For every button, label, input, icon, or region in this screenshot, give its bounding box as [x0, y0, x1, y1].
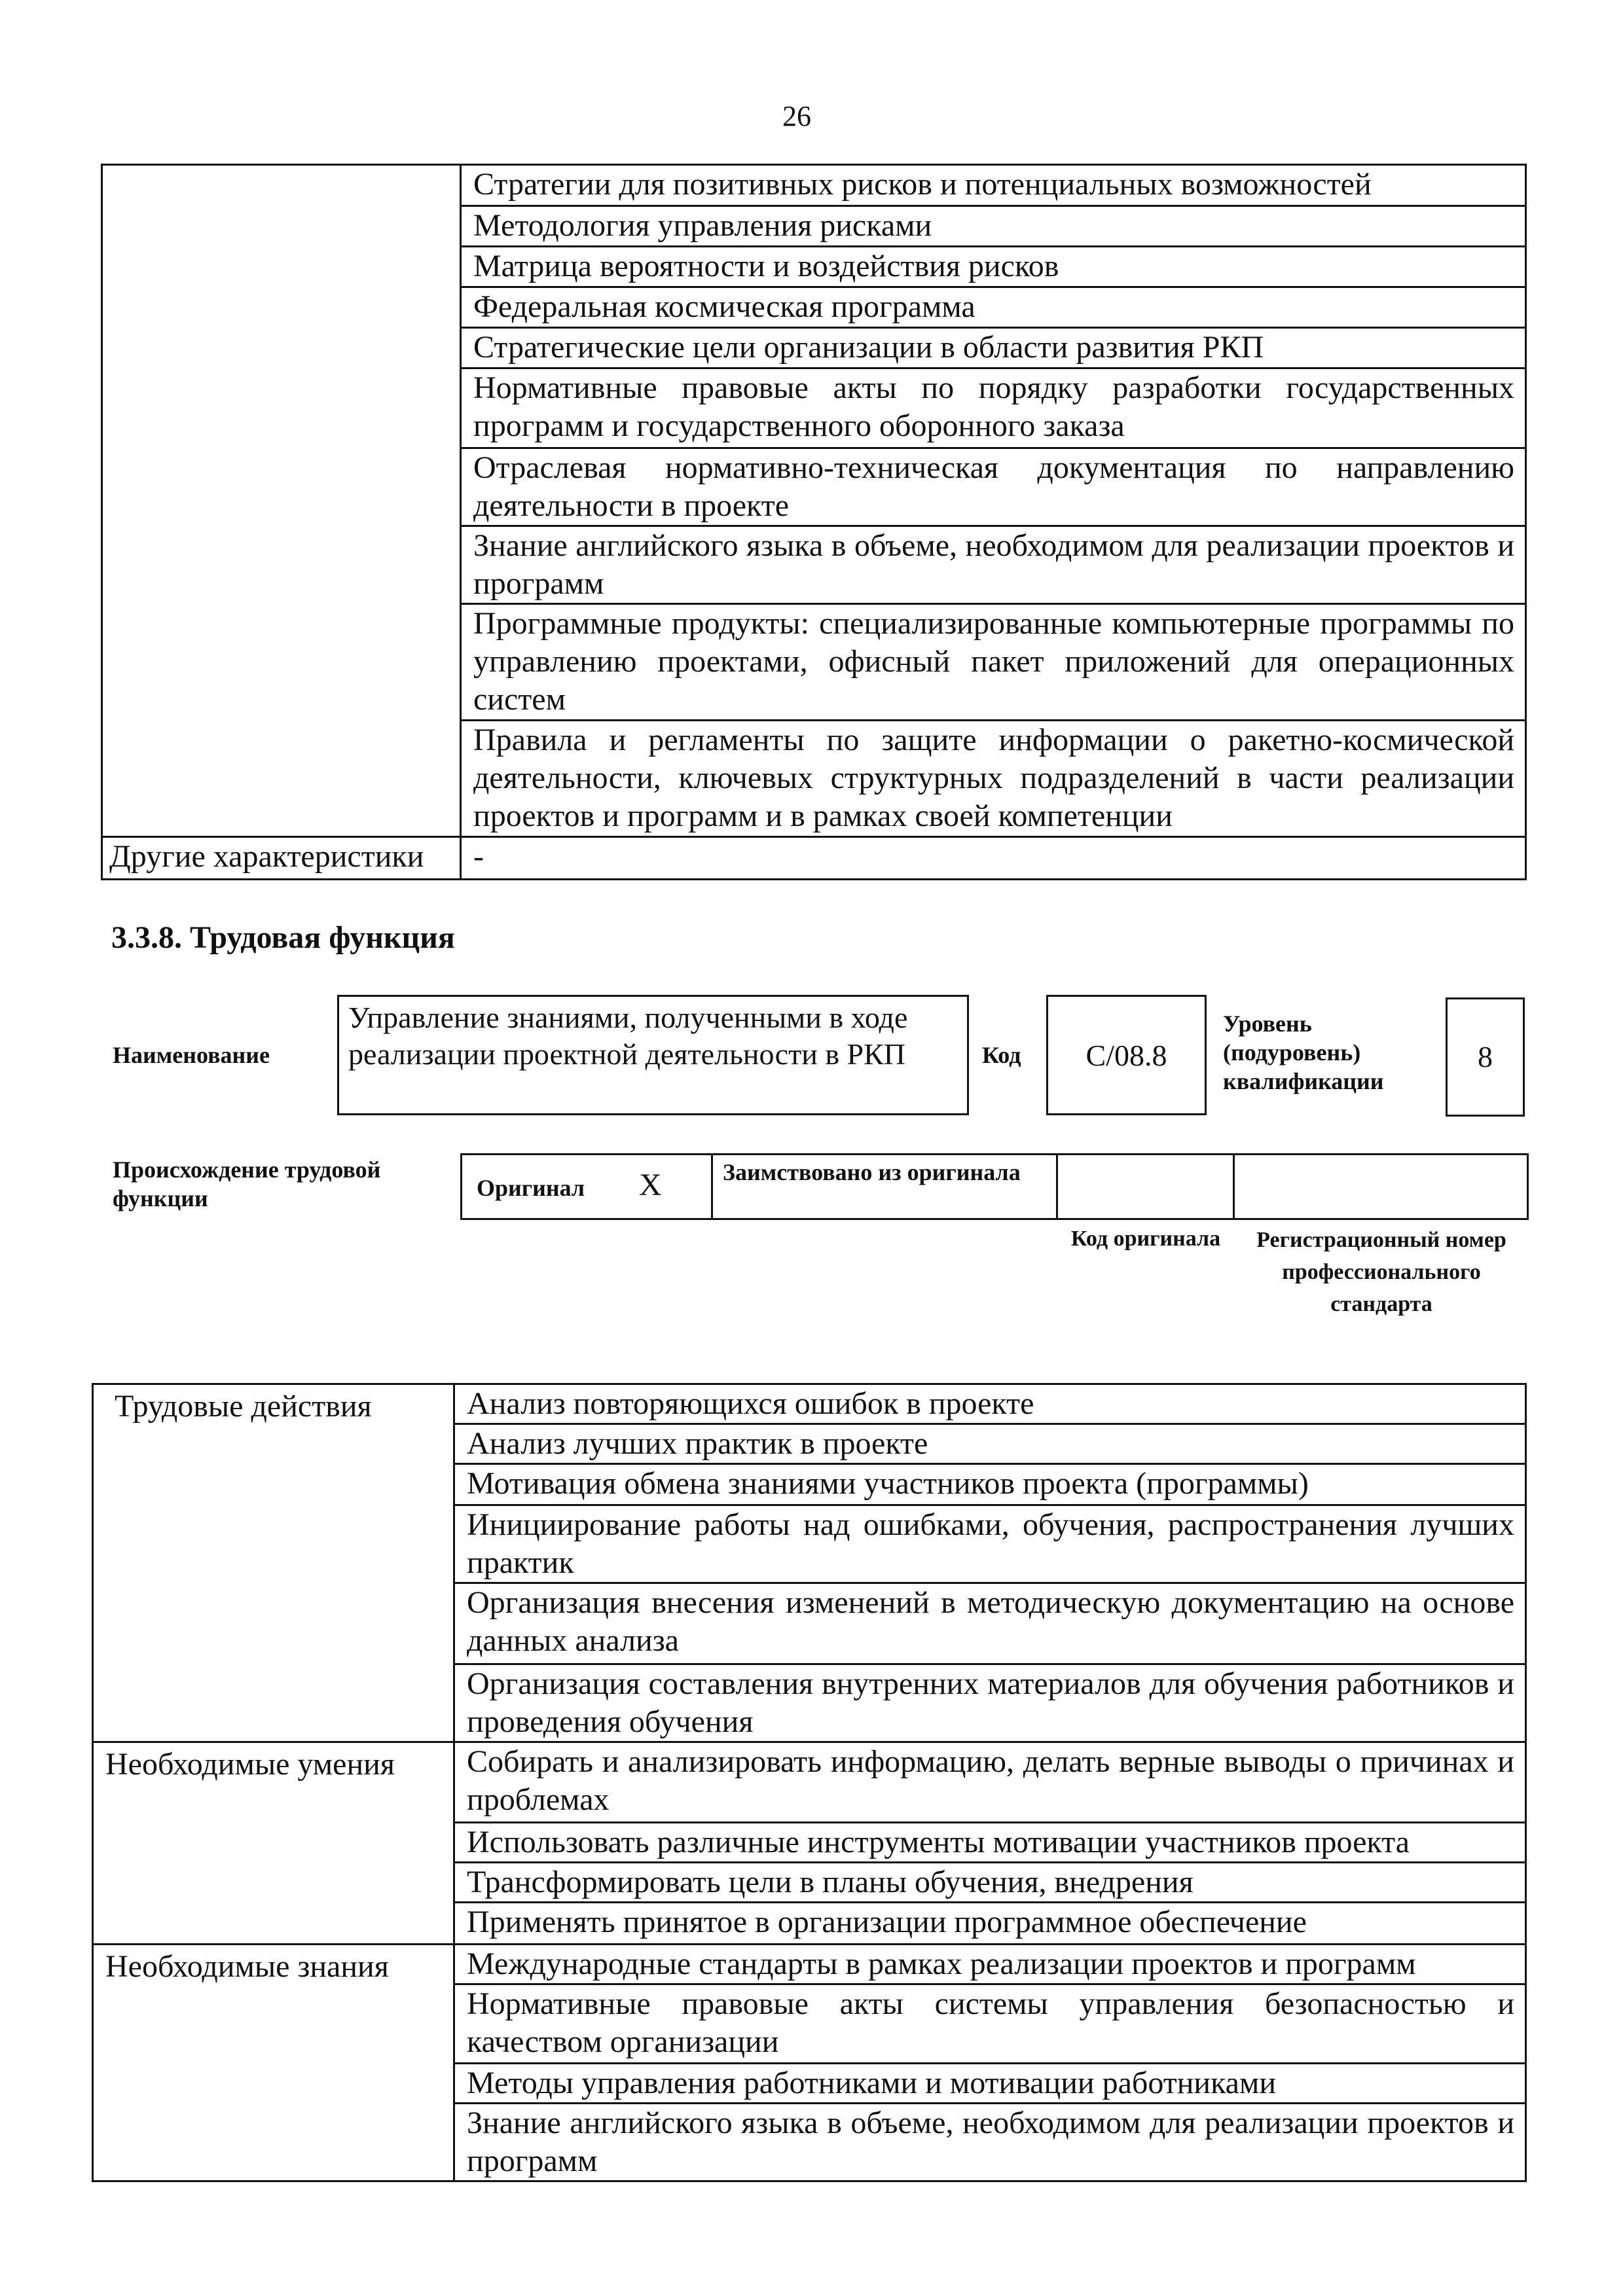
- code-box: [1046, 995, 1207, 1115]
- knowledge-row: Методы управления работниками и мотивации работниками: [467, 2066, 1277, 2100]
- skills-label: Необходимые умения: [105, 1747, 395, 1782]
- top-table-row: Правила и регламенты по защите информации о ракетно-космической деятельности, ключевых структурных подразделений в части реализации проектов и программ и в рамках своей компетенции: [473, 723, 1514, 833]
- top-table-empty-label-cell: [102, 165, 461, 837]
- level-label: Уровень (подуровень) квалификации: [1223, 1011, 1384, 1094]
- other-characteristics-value: -: [473, 839, 484, 874]
- actions-label: Трудовые действия: [115, 1389, 372, 1424]
- top-table-row: Стратегии для позитивных рисков и потенциальных возможностей: [473, 167, 1372, 202]
- other-characteristics-label: Другие характеристики: [109, 839, 424, 874]
- original-label: Оригинал: [477, 1175, 585, 1201]
- name-label: Наименование: [113, 1042, 270, 1068]
- skill-row: Использовать различные инструменты мотивации участников проекта: [467, 1825, 1410, 1859]
- reg-number-caption: Регистрационный номер профессионального стандарта: [1256, 1228, 1506, 1316]
- origin-box: [460, 1153, 1529, 1220]
- level-box: [1446, 997, 1525, 1117]
- divider: [711, 1155, 713, 1218]
- action-row: Анализ лучших практик в проекте: [467, 1426, 928, 1461]
- top-table-row: Нормативные правовые акты по порядку разработки государственных программ и государственного оборонного заказа: [473, 370, 1514, 443]
- code-label: Код: [982, 1042, 1021, 1068]
- knowledge-row: Нормативные правовые акты системы управления безопасностью и качеством организации: [467, 1986, 1514, 2059]
- code-value: С/08.8: [1085, 1039, 1167, 1072]
- origin-label: Происхождение трудовой функции: [113, 1157, 381, 1211]
- name-box: [337, 995, 969, 1115]
- skill-row: Трансформировать цели в планы обучения, внедрения: [467, 1865, 1194, 1899]
- knowledge-row: Международные стандарты в рамках реализации проектов и программ: [467, 1946, 1416, 1981]
- section-heading: 3.3.8. Трудовая функция: [111, 920, 455, 955]
- original-mark: X: [639, 1168, 662, 1202]
- action-row: Организация составления внутренних материалов для обучения работников и проведения обучения: [467, 1666, 1514, 1739]
- code-original-caption: Код оригинала: [1070, 1227, 1221, 1251]
- skill-row: Собирать и анализировать информацию, делать верные выводы о причинах и проблемах: [467, 1744, 1514, 1817]
- top-table-row: Федеральная космическая программа: [473, 289, 976, 324]
- knowledge-row: Знание английского языка в объеме, необходимом для реализации проектов и программ: [467, 2106, 1514, 2178]
- top-table-row: Методология управления рисками: [473, 208, 932, 243]
- page-number: 26: [782, 100, 811, 132]
- divider: [1056, 1155, 1058, 1218]
- action-row: Инициирование работы над ошибками, обучения, распространения лучших практик: [467, 1507, 1514, 1580]
- top-table-row: Программные продукты: специализированные компьютерные программы по управлению проектами, офисный пакет приложений для операционных систем: [473, 606, 1514, 717]
- level-value: 8: [1478, 1040, 1493, 1073]
- bottom-table: [92, 1383, 1527, 2182]
- name-value: Управление знаниями, полученными в ходе реализации проектной деятельности в РКП: [348, 1001, 908, 1071]
- top-table-row: Знание английского языка в объеме, необходимом для реализации проектов и программ: [473, 528, 1514, 601]
- borrowed-label: Заимствовано из оригинала: [723, 1159, 1021, 1185]
- skill-row: Применять принятое в организации программное обеспечение: [467, 1905, 1307, 1939]
- action-row: Мотивация обмена знаниями участников проекта (программы): [467, 1466, 1309, 1501]
- top-table: [101, 164, 1527, 880]
- divider: [1233, 1155, 1235, 1218]
- top-table-row: Стратегические цели организации в области развития РКП: [473, 330, 1264, 365]
- top-table-row: Матрица вероятности и воздействия рисков: [473, 249, 1059, 283]
- knowledge-label: Необходимые знания: [105, 1949, 389, 1984]
- top-table-row: Отраслевая нормативно-техническая документация по направлению деятельности в проекте: [473, 450, 1514, 523]
- action-row: Анализ повторяющихся ошибок в проекте: [467, 1386, 1034, 1421]
- action-row: Организация внесения изменений в методическую документацию на основе данных анализа: [467, 1585, 1514, 1658]
